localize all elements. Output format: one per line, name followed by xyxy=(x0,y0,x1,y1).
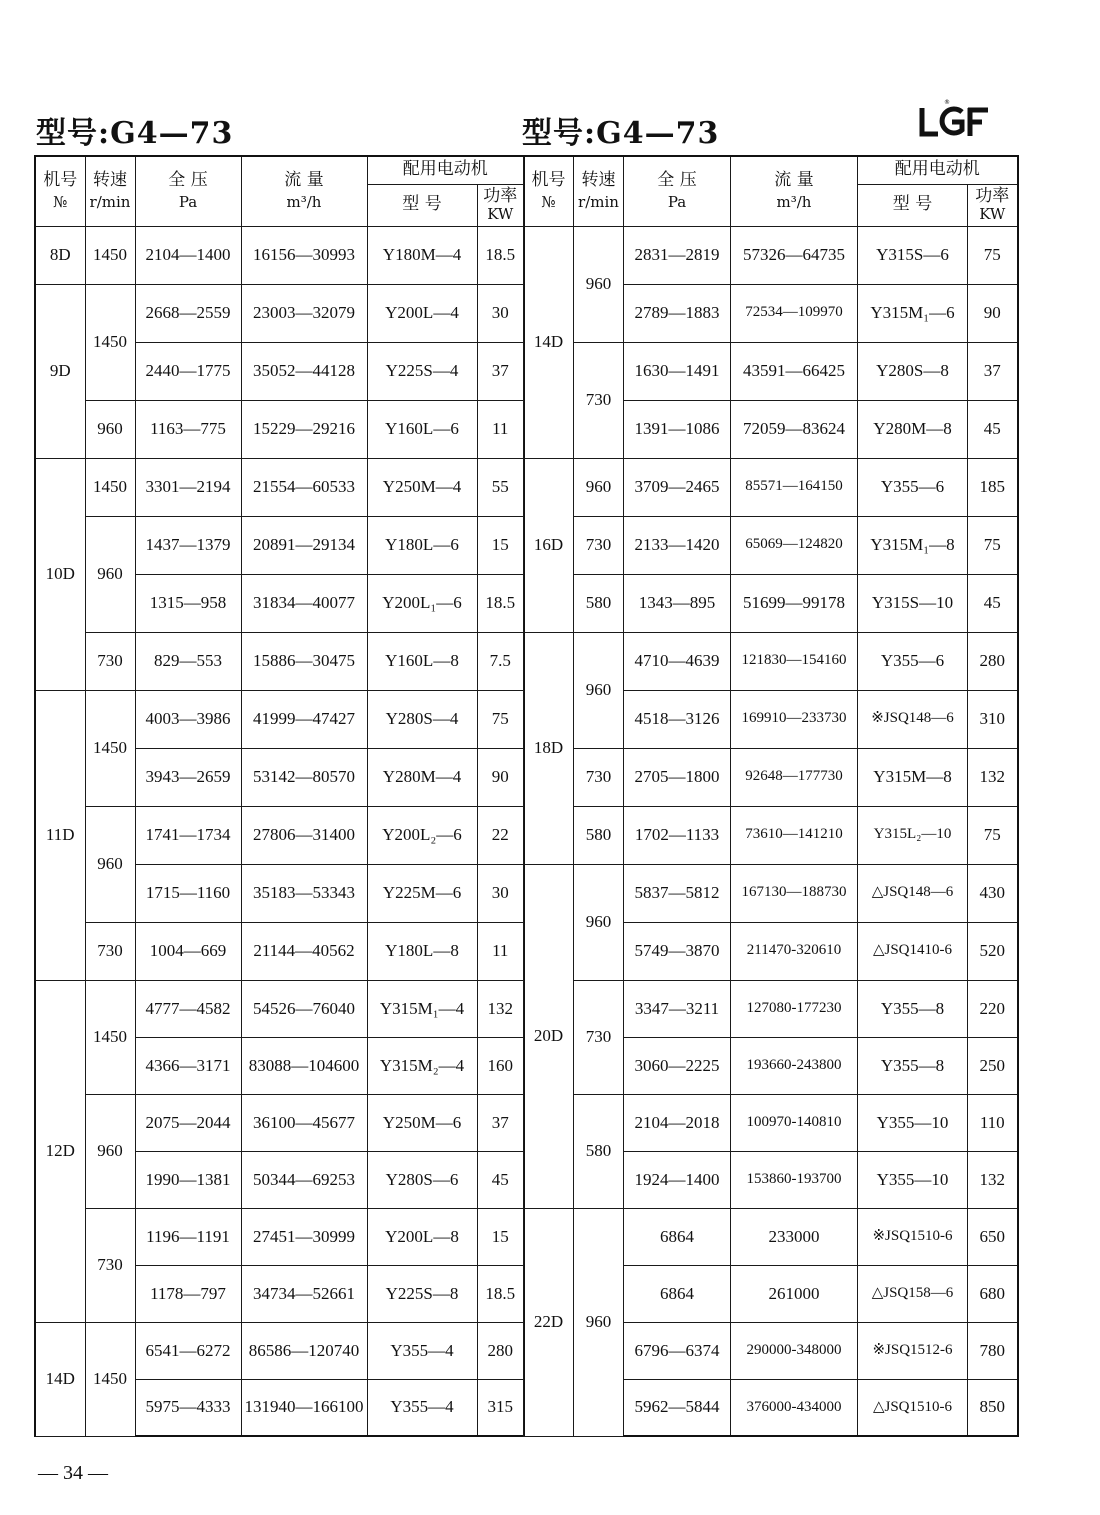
motor-model-cell: Y315M₁—4 xyxy=(367,980,477,1037)
flow-cell: 16156—30993 xyxy=(241,226,367,284)
speed-cell: 730 xyxy=(574,980,624,1094)
machine-no-cell: 11D xyxy=(35,690,85,980)
speed-cell: 730 xyxy=(85,632,135,690)
motor-model-cell: Y160L—6 xyxy=(367,400,477,458)
power-cell: 75 xyxy=(968,806,1018,864)
power-cell: 7.5 xyxy=(477,632,524,690)
pressure-cell: 4003—3986 xyxy=(135,690,241,748)
header-speed: 转速 r/min xyxy=(85,156,135,226)
motor-model-cell: ※JSQ1510-6 xyxy=(858,1208,968,1265)
power-cell: 37 xyxy=(968,342,1018,400)
motor-model-cell: △JSQ1410-6 xyxy=(858,922,968,980)
machine-no-cell: 20D xyxy=(524,864,574,1208)
machine-no-cell: 22D xyxy=(524,1208,574,1436)
power-cell: 22 xyxy=(477,806,524,864)
speed-cell: 960 xyxy=(85,806,135,922)
motor-model-cell: Y200L—8 xyxy=(367,1208,477,1265)
power-cell: 90 xyxy=(968,284,1018,342)
motor-model-cell: △JSQ158—6 xyxy=(858,1265,968,1322)
pressure-cell: 3943—2659 xyxy=(135,748,241,806)
power-cell: 37 xyxy=(477,342,524,400)
svg-text:®: ® xyxy=(944,99,950,106)
speed-cell: 1450 xyxy=(85,980,135,1094)
motor-model-cell: Y280S—6 xyxy=(367,1151,477,1208)
flow-cell: 290000-348000 xyxy=(731,1322,858,1379)
pressure-cell: 3347—3211 xyxy=(624,980,731,1037)
speed-cell: 960 xyxy=(574,632,624,748)
flow-cell: 85571—164150 xyxy=(731,458,858,516)
motor-model-cell: Y280S—8 xyxy=(858,342,968,400)
flow-cell: 34734—52661 xyxy=(241,1265,367,1322)
power-cell: 55 xyxy=(477,458,524,516)
pressure-cell: 2104—1400 xyxy=(135,226,241,284)
flow-cell: 233000 xyxy=(731,1208,858,1265)
flow-cell: 153860-193700 xyxy=(731,1151,858,1208)
pressure-cell: 5837—5812 xyxy=(624,864,731,922)
flow-cell: 261000 xyxy=(731,1265,858,1322)
power-cell: 37 xyxy=(477,1094,524,1151)
motor-model-cell: △JSQ1510-6 xyxy=(858,1379,968,1436)
motor-model-cell: △JSQ148—6 xyxy=(858,864,968,922)
pressure-cell: 1437—1379 xyxy=(135,516,241,574)
flow-cell: 92648—177730 xyxy=(731,748,858,806)
pressure-cell: 6864 xyxy=(624,1208,731,1265)
speed-cell: 580 xyxy=(574,806,624,864)
pressure-cell: 5749—3870 xyxy=(624,922,731,980)
power-cell: 75 xyxy=(477,690,524,748)
power-cell: 110 xyxy=(968,1094,1018,1151)
flow-cell: 41999—47427 xyxy=(241,690,367,748)
flow-cell: 376000-434000 xyxy=(731,1379,858,1436)
header-pressure: 全 压 Pa xyxy=(135,156,241,226)
speed-cell: 1450 xyxy=(85,284,135,400)
motor-model-cell: Y315M₁—8 xyxy=(858,516,968,574)
power-cell: 11 xyxy=(477,922,524,980)
motor-model-cell: Y315M₁—6 xyxy=(858,284,968,342)
power-cell: 430 xyxy=(968,864,1018,922)
flow-cell: 35052—44128 xyxy=(241,342,367,400)
power-cell: 11 xyxy=(477,400,524,458)
flow-cell: 73610—141210 xyxy=(731,806,858,864)
power-cell: 15 xyxy=(477,516,524,574)
flow-cell: 65069—124820 xyxy=(731,516,858,574)
header-motor: 配用电动机 xyxy=(858,156,1018,184)
power-cell: 132 xyxy=(477,980,524,1037)
pressure-cell: 2789—1883 xyxy=(624,284,731,342)
power-cell: 45 xyxy=(968,574,1018,632)
pressure-cell: 6541—6272 xyxy=(135,1322,241,1379)
power-cell: 220 xyxy=(968,980,1018,1037)
pressure-cell: 1315—958 xyxy=(135,574,241,632)
pressure-cell: 1702—1133 xyxy=(624,806,731,864)
pressure-cell: 5975—4333 xyxy=(135,1379,241,1436)
pressure-cell: 6864 xyxy=(624,1265,731,1322)
motor-model-cell: Y160L—8 xyxy=(367,632,477,690)
power-cell: 250 xyxy=(968,1037,1018,1094)
flow-cell: 15886—30475 xyxy=(241,632,367,690)
speed-cell: 1450 xyxy=(85,690,135,806)
machine-no-cell: 18D xyxy=(524,632,574,864)
power-cell: 75 xyxy=(968,516,1018,574)
pressure-cell: 1343—895 xyxy=(624,574,731,632)
motor-model-cell: Y200L₁—6 xyxy=(367,574,477,632)
machine-no-cell: 8D xyxy=(35,226,85,284)
flow-cell: 27806—31400 xyxy=(241,806,367,864)
pressure-cell: 1715—1160 xyxy=(135,864,241,922)
brand-logo xyxy=(918,96,990,146)
power-cell: 132 xyxy=(968,748,1018,806)
power-cell: 18.5 xyxy=(477,226,524,284)
flow-cell: 35183—53343 xyxy=(241,864,367,922)
power-cell: 780 xyxy=(968,1322,1018,1379)
pressure-cell: 4366—3171 xyxy=(135,1037,241,1094)
speed-cell: 1450 xyxy=(85,226,135,284)
flow-cell: 121830—154160 xyxy=(731,632,858,690)
flow-cell: 193660-243800 xyxy=(731,1037,858,1094)
motor-model-cell: Y225S—4 xyxy=(367,342,477,400)
header-model: 型 号 xyxy=(858,184,968,226)
speed-cell: 960 xyxy=(574,1208,624,1436)
motor-model-cell: ※JSQ148—6 xyxy=(858,690,968,748)
flow-cell: 21144—40562 xyxy=(241,922,367,980)
header-flow: 流 量 m³/h xyxy=(241,156,367,226)
speed-cell: 580 xyxy=(574,1094,624,1208)
flow-cell: 211470-320610 xyxy=(731,922,858,980)
motor-model-cell: Y280M—8 xyxy=(858,400,968,458)
pressure-cell: 2668—2559 xyxy=(135,284,241,342)
motor-model-cell: ※JSQ1512-6 xyxy=(858,1322,968,1379)
power-cell: 30 xyxy=(477,284,524,342)
flow-cell: 21554—60533 xyxy=(241,458,367,516)
flow-cell: 72534—109970 xyxy=(731,284,858,342)
pressure-cell: 1196—1191 xyxy=(135,1208,241,1265)
motor-model-cell: Y250M—6 xyxy=(367,1094,477,1151)
flow-cell: 131940—166100 xyxy=(241,1379,367,1436)
pressure-cell: 1163—775 xyxy=(135,400,241,458)
flow-cell: 83088—104600 xyxy=(241,1037,367,1094)
power-cell: 280 xyxy=(968,632,1018,690)
header-machine-no: 机号 № xyxy=(524,156,574,226)
flow-cell: 51699—99178 xyxy=(731,574,858,632)
machine-no-cell: 12D xyxy=(35,980,85,1322)
power-cell: 18.5 xyxy=(477,1265,524,1322)
speed-cell: 580 xyxy=(574,574,624,632)
pressure-cell: 4710—4639 xyxy=(624,632,731,690)
motor-model-cell: Y180L—6 xyxy=(367,516,477,574)
machine-no-cell: 16D xyxy=(524,458,574,632)
power-cell: 160 xyxy=(477,1037,524,1094)
motor-model-cell: Y225M—6 xyxy=(367,864,477,922)
speed-cell: 730 xyxy=(574,516,624,574)
flow-cell: 72059—83624 xyxy=(731,400,858,458)
motor-model-cell: Y180M—4 xyxy=(367,226,477,284)
motor-model-cell: Y315S—10 xyxy=(858,574,968,632)
speed-cell: 1450 xyxy=(85,1322,135,1436)
pressure-cell: 3060—2225 xyxy=(624,1037,731,1094)
machine-no-cell: 10D xyxy=(35,458,85,690)
flow-cell: 86586—120740 xyxy=(241,1322,367,1379)
page-title-right: 型号:G4—73 xyxy=(522,116,720,151)
power-cell: 18.5 xyxy=(477,574,524,632)
header-motor: 配用电动机 xyxy=(367,156,524,184)
power-cell: 280 xyxy=(477,1322,524,1379)
page-title-left: 型号:G4—73 xyxy=(36,116,234,151)
flow-cell: 167130—188730 xyxy=(731,864,858,922)
speed-cell: 960 xyxy=(574,864,624,980)
pressure-cell: 4777—4582 xyxy=(135,980,241,1037)
power-cell: 75 xyxy=(968,226,1018,284)
motor-model-cell: Y315M—8 xyxy=(858,748,968,806)
motor-model-cell: Y250M—4 xyxy=(367,458,477,516)
flow-cell: 53142—80570 xyxy=(241,748,367,806)
motor-model-cell: Y355—10 xyxy=(858,1094,968,1151)
flow-cell: 54526—76040 xyxy=(241,980,367,1037)
motor-model-cell: Y200L—4 xyxy=(367,284,477,342)
power-cell: 45 xyxy=(968,400,1018,458)
power-cell: 650 xyxy=(968,1208,1018,1265)
flow-cell: 100970-140810 xyxy=(731,1094,858,1151)
header-pressure: 全 压 Pa xyxy=(624,156,731,226)
flow-cell: 57326—64735 xyxy=(731,226,858,284)
pressure-cell: 6796—6374 xyxy=(624,1322,731,1379)
motor-model-cell: Y315M₂—4 xyxy=(367,1037,477,1094)
flow-cell: 50344—69253 xyxy=(241,1151,367,1208)
motor-model-cell: Y355—8 xyxy=(858,1037,968,1094)
pressure-cell: 1924—1400 xyxy=(624,1151,731,1208)
pressure-cell: 2133—1420 xyxy=(624,516,731,574)
pressure-cell: 1004—669 xyxy=(135,922,241,980)
motor-model-cell: Y200L₂—6 xyxy=(367,806,477,864)
machine-no-cell: 9D xyxy=(35,284,85,458)
speed-cell: 960 xyxy=(85,1094,135,1208)
power-cell: 680 xyxy=(968,1265,1018,1322)
pressure-cell: 2075—2044 xyxy=(135,1094,241,1151)
power-cell: 310 xyxy=(968,690,1018,748)
pressure-cell: 1630—1491 xyxy=(624,342,731,400)
motor-model-cell: Y280M—4 xyxy=(367,748,477,806)
page-number: — 34 — xyxy=(38,1462,108,1484)
header-speed: 转速 r/min xyxy=(574,156,624,226)
machine-no-cell: 14D xyxy=(524,226,574,458)
motor-model-cell: Y355—8 xyxy=(858,980,968,1037)
power-cell: 132 xyxy=(968,1151,1018,1208)
power-cell: 90 xyxy=(477,748,524,806)
motor-model-cell: Y315L₂—10 xyxy=(858,806,968,864)
fan-spec-table-left xyxy=(34,155,525,1437)
header-machine-no: 机号 № xyxy=(35,156,85,226)
pressure-cell: 1741—1734 xyxy=(135,806,241,864)
flow-cell: 169910—233730 xyxy=(731,690,858,748)
motor-model-cell: Y225S—8 xyxy=(367,1265,477,1322)
machine-no-cell: 14D xyxy=(35,1322,85,1436)
header-power: 功率 KW xyxy=(477,184,524,226)
pressure-cell: 3709—2465 xyxy=(624,458,731,516)
flow-cell: 127080-177230 xyxy=(731,980,858,1037)
speed-cell: 960 xyxy=(85,516,135,632)
motor-model-cell: Y355—10 xyxy=(858,1151,968,1208)
power-cell: 850 xyxy=(968,1379,1018,1436)
speed-cell: 960 xyxy=(574,226,624,342)
speed-cell: 730 xyxy=(574,748,624,806)
power-cell: 315 xyxy=(477,1379,524,1436)
pressure-cell: 1178—797 xyxy=(135,1265,241,1322)
fan-spec-table-right xyxy=(523,155,1019,1437)
flow-cell: 20891—29134 xyxy=(241,516,367,574)
speed-cell: 730 xyxy=(574,342,624,458)
speed-cell: 1450 xyxy=(85,458,135,516)
motor-model-cell: Y355—6 xyxy=(858,632,968,690)
flow-cell: 27451—30999 xyxy=(241,1208,367,1265)
pressure-cell: 2104—2018 xyxy=(624,1094,731,1151)
pressure-cell: 2440—1775 xyxy=(135,342,241,400)
header-flow: 流 量 m³/h xyxy=(731,156,858,226)
power-cell: 45 xyxy=(477,1151,524,1208)
motor-model-cell: Y355—4 xyxy=(367,1322,477,1379)
flow-cell: 36100—45677 xyxy=(241,1094,367,1151)
flow-cell: 23003—32079 xyxy=(241,284,367,342)
pressure-cell: 829—553 xyxy=(135,632,241,690)
motor-model-cell: Y280S—4 xyxy=(367,690,477,748)
header-model: 型 号 xyxy=(367,184,477,226)
power-cell: 185 xyxy=(968,458,1018,516)
speed-cell: 960 xyxy=(574,458,624,516)
flow-cell: 43591—66425 xyxy=(731,342,858,400)
pressure-cell: 4518—3126 xyxy=(624,690,731,748)
pressure-cell: 2831—2819 xyxy=(624,226,731,284)
flow-cell: 15229—29216 xyxy=(241,400,367,458)
speed-cell: 730 xyxy=(85,922,135,980)
motor-model-cell: Y355—6 xyxy=(858,458,968,516)
pressure-cell: 2705—1800 xyxy=(624,748,731,806)
header-power: 功率 KW xyxy=(968,184,1018,226)
motor-model-cell: Y180L—8 xyxy=(367,922,477,980)
motor-model-cell: Y315S—6 xyxy=(858,226,968,284)
speed-cell: 730 xyxy=(85,1208,135,1322)
pressure-cell: 3301—2194 xyxy=(135,458,241,516)
pressure-cell: 5962—5844 xyxy=(624,1379,731,1436)
power-cell: 520 xyxy=(968,922,1018,980)
pressure-cell: 1391—1086 xyxy=(624,400,731,458)
pressure-cell: 1990—1381 xyxy=(135,1151,241,1208)
speed-cell: 960 xyxy=(85,400,135,458)
power-cell: 30 xyxy=(477,864,524,922)
flow-cell: 31834—40077 xyxy=(241,574,367,632)
motor-model-cell: Y355—4 xyxy=(367,1379,477,1436)
power-cell: 15 xyxy=(477,1208,524,1265)
